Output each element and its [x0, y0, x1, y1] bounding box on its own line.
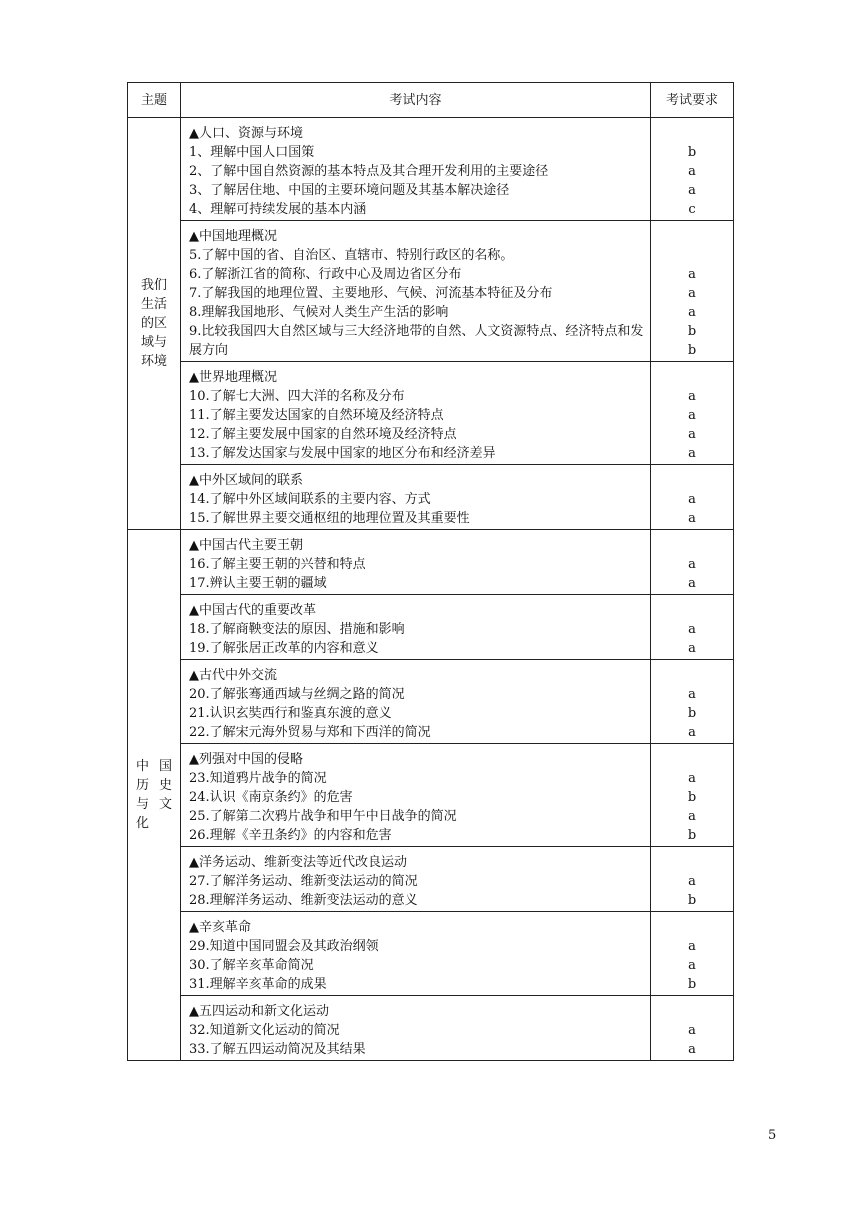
requirement-level: a	[688, 687, 696, 702]
content-item: 26.理解《辛丑条约》的内容和危害	[189, 828, 392, 843]
topic-label: 我们生活的区域与环境	[140, 278, 167, 369]
section-row	[128, 530, 734, 595]
requirement-level: a	[688, 427, 696, 442]
requirement-level: a	[688, 874, 696, 889]
section-row	[128, 996, 734, 1061]
requirement-level: a	[688, 511, 696, 526]
header-content: 考试内容	[181, 83, 651, 118]
syllabus-table	[127, 82, 734, 1061]
requirement-level: b	[687, 893, 697, 908]
requirement-level: a	[688, 305, 696, 320]
requirement-cell	[651, 595, 734, 660]
section-row	[128, 595, 734, 660]
requirement-cell	[651, 221, 734, 362]
content-item: 33.了解五四运动简况及其结果	[189, 1042, 366, 1057]
requirement-level: a	[688, 492, 696, 507]
content-item: 19.了解张居正改革的内容和意义	[189, 641, 379, 656]
section-row	[128, 744, 734, 847]
content-item: 5.了解中国的省、自治区、直辖市、特别行政区的名称。	[189, 248, 514, 263]
requirement-level: a	[688, 389, 696, 404]
table-body	[128, 118, 734, 1061]
content-item: 2、了解中国自然资源的基本特点及其合理开发利用的主要途径	[189, 164, 549, 179]
section-row	[128, 465, 734, 530]
requirement-cell	[651, 744, 734, 847]
content-item: 18.了解商鞅变法的原因、措施和影响	[189, 622, 405, 637]
content-cell	[181, 847, 651, 912]
content-item: 10.了解七大洲、四大洋的名称及分布	[189, 389, 405, 404]
content-item: 22.了解宋元海外贸易与郑和下西洋的简况	[189, 725, 431, 740]
requirement-level: a	[688, 641, 696, 656]
header-requirement: 考试要求	[651, 83, 734, 118]
content-item: 30.了解辛亥革命简况	[189, 958, 314, 973]
requirement-level: c	[688, 202, 696, 217]
requirement-level: a	[688, 164, 696, 179]
requirement-cell	[651, 912, 734, 996]
requirement-level: b	[687, 828, 697, 843]
content-cell	[181, 660, 651, 744]
section-row	[128, 221, 734, 362]
requirement-cell	[651, 530, 734, 595]
requirement-level: a	[688, 725, 696, 740]
content-item: 23.知道鸦片战争的简况	[189, 771, 327, 786]
topic-label: 中国历史与文化	[136, 759, 172, 831]
requirement-level: a	[688, 576, 696, 591]
requirement-cell	[651, 996, 734, 1061]
requirement-cell	[651, 465, 734, 530]
requirement-cell	[651, 660, 734, 744]
requirement-level: b	[687, 977, 697, 992]
content-item: 1、理解中国人口国策	[189, 145, 315, 160]
requirement-level: a	[688, 1023, 696, 1038]
content-item: 29.知道中国同盟会及其政治纲领	[189, 939, 379, 954]
requirement-level: a	[688, 267, 696, 282]
content-item: 9.比较我国四大自然区域与三大经济地带的自然、人文资源特点、经济特点和发展方向	[189, 324, 644, 358]
content-item: 8.理解我国地形、气候对人类生产生活的影响	[189, 305, 449, 320]
section-title: ▲五四运动和新文化运动	[189, 1004, 329, 1019]
requirement-level: a	[688, 446, 696, 461]
content-item: 14.了解中外区域间联系的主要内容、方式	[189, 492, 431, 507]
requirement-cell	[651, 362, 734, 465]
content-cell	[181, 912, 651, 996]
content-item: 4、理解可持续发展的基本内涵	[189, 202, 367, 217]
section-title: ▲人口、资源与环境	[189, 126, 303, 141]
content-item: 32.知道新文化运动的简况	[189, 1023, 340, 1038]
requirement-level: b	[687, 145, 697, 160]
requirement-level: b	[687, 343, 697, 358]
requirement-level: a	[688, 771, 696, 786]
section-title: ▲中国地理概况	[189, 229, 277, 244]
requirement-cell	[651, 118, 734, 221]
topic-cell	[128, 530, 181, 1061]
requirement-level: b	[687, 706, 697, 721]
section-title: ▲世界地理概况	[189, 370, 277, 385]
requirement-level: a	[688, 809, 696, 824]
requirement-level: a	[688, 939, 696, 954]
section-title: ▲中国古代的重要改革	[189, 603, 316, 618]
content-item: 3、了解居住地、中国的主要环境问题及其基本解决途径	[189, 183, 510, 198]
content-item: 12.了解主要发展中国家的自然环境及经济特点	[189, 427, 457, 442]
content-item: 28.理解洋务运动、维新变法运动的意义	[189, 893, 418, 908]
content-cell	[181, 996, 651, 1061]
content-item: 13.了解发达国家与发展中国家的地区分布和经济差异	[189, 446, 496, 461]
content-cell	[181, 118, 651, 221]
section-title: ▲中外区域间的联系	[189, 473, 303, 488]
requirement-level: a	[688, 557, 696, 572]
content-item: 11.了解主要发达国家的自然环境及经济特点	[189, 408, 444, 423]
requirement-level: a	[688, 408, 696, 423]
content-item: 6.了解浙江省的简称、行政中心及周边省区分布	[189, 267, 462, 282]
content-item: 15.了解世界主要交通枢纽的地理位置及其重要性	[189, 511, 470, 526]
content-item: 21.认识玄奘西行和鉴真东渡的意义	[189, 706, 392, 721]
content-cell	[181, 465, 651, 530]
requirement-level: a	[688, 622, 696, 637]
content-item: 27.了解洋务运动、维新变法运动的简况	[189, 874, 418, 889]
requirement-level: a	[688, 1042, 696, 1057]
section-title: ▲洋务运动、维新变法等近代改良运动	[189, 855, 407, 870]
section-title: ▲列强对中国的侵略	[189, 752, 303, 767]
section-row	[128, 118, 734, 221]
section-row	[128, 362, 734, 465]
content-item: 24.认识《南京条约》的危害	[189, 790, 353, 805]
section-row	[128, 660, 734, 744]
content-item: 17.辨认主要王朝的疆域	[189, 576, 327, 591]
content-cell	[181, 744, 651, 847]
header-row	[128, 83, 734, 118]
section-title: ▲中国古代主要王朝	[189, 538, 303, 553]
requirement-level: b	[687, 790, 697, 805]
content-item: 20.了解张骞通西域与丝绸之路的简况	[189, 687, 405, 702]
content-item: 31.理解辛亥革命的成果	[189, 977, 327, 992]
content-cell	[181, 221, 651, 362]
section-title: ▲辛亥革命	[189, 920, 251, 935]
content-item: 16.了解主要王朝的兴替和特点	[189, 557, 366, 572]
section-row	[128, 912, 734, 996]
requirement-level: a	[688, 183, 696, 198]
requirement-level: a	[688, 958, 696, 973]
topic-cell	[128, 118, 181, 530]
requirement-level: a	[688, 286, 696, 301]
content-cell	[181, 530, 651, 595]
section-title: ▲古代中外交流	[189, 668, 277, 683]
page-number: 5	[768, 1128, 777, 1143]
requirement-level: b	[687, 324, 697, 339]
content-cell	[181, 595, 651, 660]
content-item: 25.了解第二次鸦片战争和甲午中日战争的简况	[189, 809, 457, 824]
section-row	[128, 847, 734, 912]
content-item: 7.了解我国的地理位置、主要地形、气候、河流基本特征及分布	[189, 286, 553, 301]
requirement-cell	[651, 847, 734, 912]
content-cell	[181, 362, 651, 465]
header-topic: 主题	[128, 83, 181, 118]
